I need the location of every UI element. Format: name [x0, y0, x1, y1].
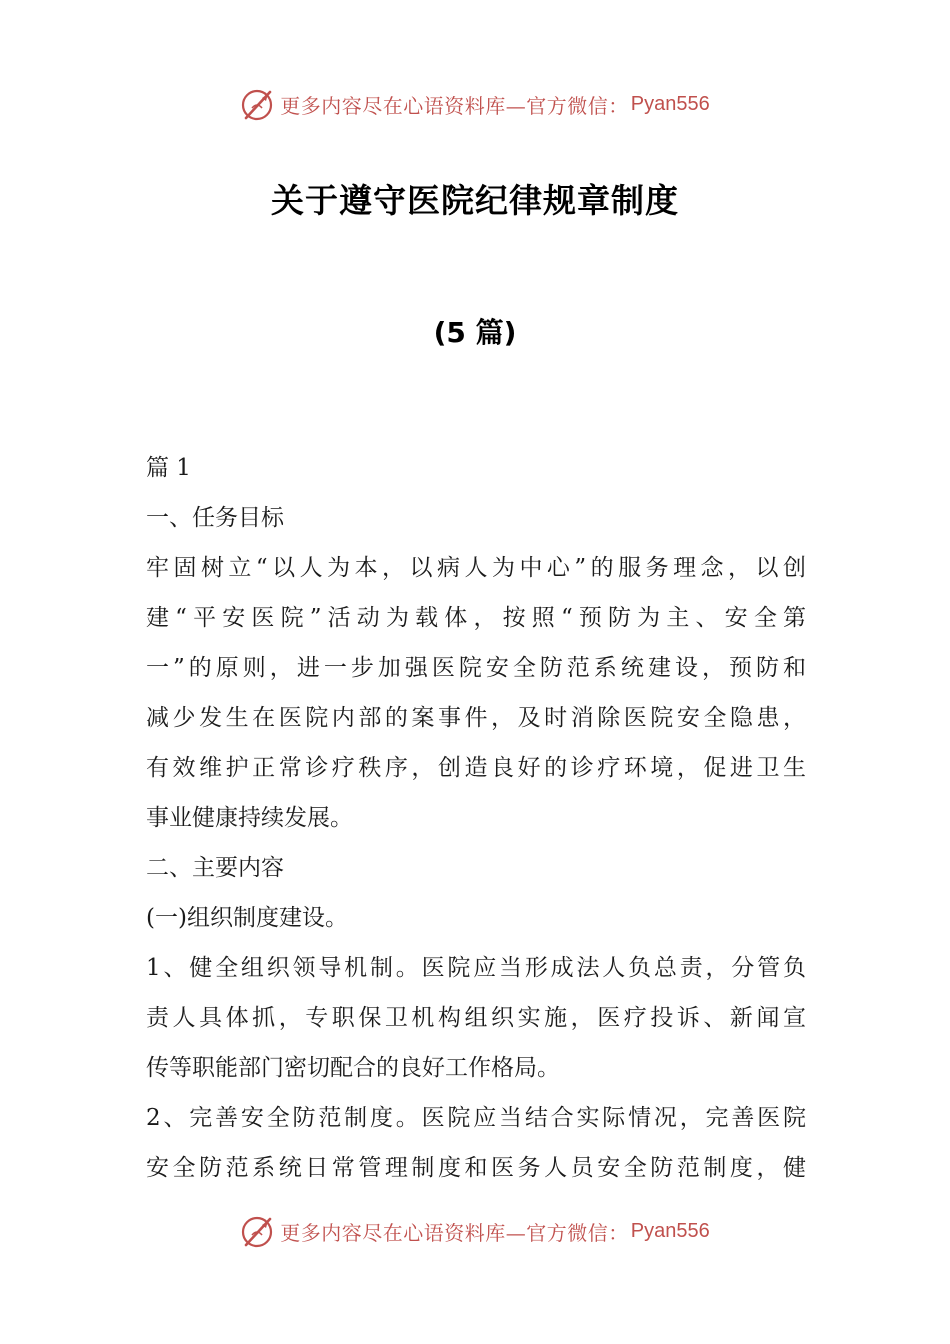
document-subtitle: (5 篇) — [433, 316, 517, 349]
paragraph-line: 责人具体抓，专职保卫机构组织实施，医疗投诉、新闻宣 — [146, 1005, 806, 1031]
watermark-banner-bottom — [0, 1211, 950, 1251]
section-label: 篇 1 — [146, 455, 191, 481]
paragraph-line: 传等职能部门密切配合的良好工作格局。 — [146, 1055, 560, 1081]
paragraph-line: 建“平安医院”活动为载体，按照“预防为主、安全第 — [146, 605, 806, 631]
watermark-wechat-id: Pyan556 — [630, 1219, 710, 1242]
paragraph-line: 安全防范系统日常管理制度和医务人员安全防范制度，健 — [146, 1155, 806, 1181]
paragraph-line: 2、完善安全防范制度。医院应当结合实际情况，完善医院 — [146, 1105, 806, 1131]
watermark-text: 更多内容尽在心语资料库—官方微信： — [280, 1220, 629, 1245]
watermark-banner-top — [0, 84, 950, 124]
document-title: 关于遵守医院纪律规章制度 — [271, 181, 679, 220]
watermark-wechat-id: Pyan556 — [630, 92, 710, 115]
paragraph-line: 减少发生在医院内部的案事件，及时消除医院安全隐患， — [146, 705, 806, 731]
pen-logo-icon — [240, 86, 276, 122]
heading-task-goal: 一、任务目标 — [146, 505, 284, 531]
watermark-text: 更多内容尽在心语资料库—官方微信： — [280, 93, 629, 118]
document-body — [146, 443, 806, 1193]
paragraph-line: 事业健康持续发展。 — [146, 805, 353, 831]
subheading-org-system: (一)组织制度建设。 — [146, 905, 348, 931]
paragraph-line: 牢固树立“以人为本，以病人为中心”的服务理念，以创 — [146, 555, 806, 581]
pen-logo-icon — [240, 1213, 276, 1249]
heading-main-content: 二、主要内容 — [146, 855, 284, 881]
paragraph-line: 1、健全组织领导机制。医院应当形成法人负总责，分管负 — [146, 955, 806, 981]
paragraph-line: 有效维护正常诊疗秩序，创造良好的诊疗环境，促进卫生 — [146, 755, 806, 781]
paragraph-line: 一”的原则，进一步加强医院安全防范系统建设，预防和 — [146, 655, 806, 681]
